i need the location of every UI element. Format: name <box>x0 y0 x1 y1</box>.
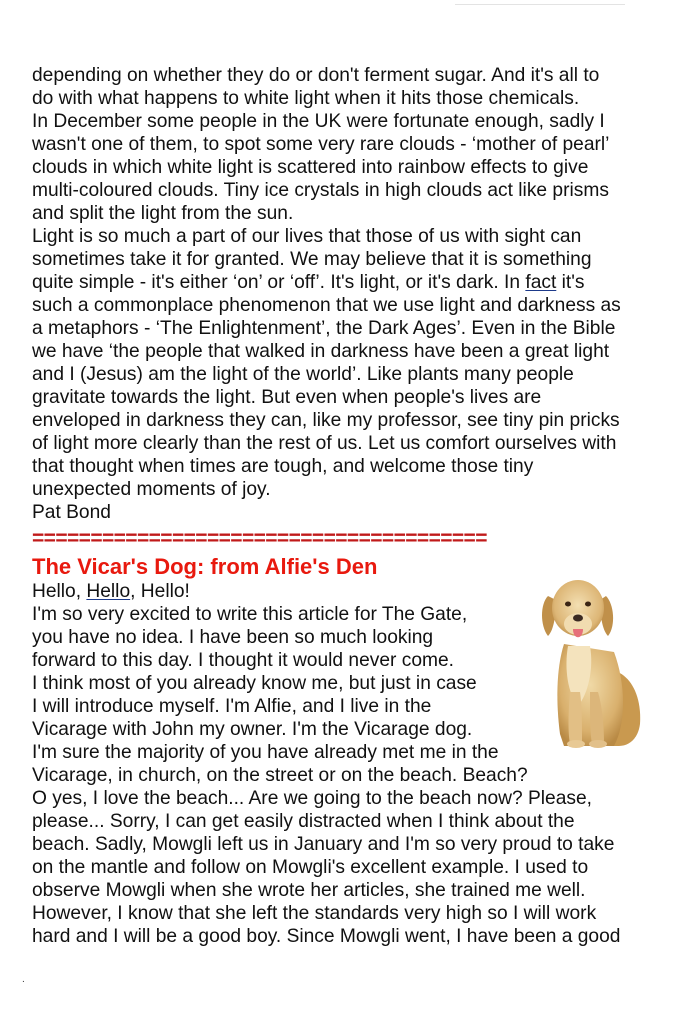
body-line: O yes, I love the beach... Are we going to the beach now? Please, <box>32 788 592 809</box>
body-line: Vicarage, in church, on the street or on the beach. Beach? <box>32 765 528 786</box>
body-line: multi-coloured clouds. Tiny ice crystals in high clouds act like prisms <box>32 180 609 201</box>
body-line: hard and I will be a good boy. Since Mowgli went, I have been a good <box>32 926 621 947</box>
body-line: unexpected moments of joy. <box>32 479 271 500</box>
body-line: I will introduce myself. I'm Alfie, and I live in the <box>32 696 432 717</box>
body-line: I think most of you already know me, but just in case <box>32 673 477 694</box>
body-line: a metaphors - ‘The Enlightenment’, the Dark Ages’. Even in the Bible <box>32 318 616 339</box>
body-line: forward to this day. I thought it would never come. <box>32 650 454 671</box>
body-line: I'm so very excited to write this article for The Gate, <box>32 604 468 625</box>
body-line: of light more clearly than the rest of us. Let us comfort ourselves with <box>32 433 617 454</box>
hello-link[interactable]: Hello <box>86 581 131 602</box>
body-line: and I (Jesus) am the light of the world’. Like plants many people <box>32 364 574 385</box>
golden-retriever-photo <box>534 574 644 749</box>
body-line: do with what happens to white light when it hits those chemicals. <box>32 88 580 109</box>
body-line: you have no idea. I have been so much looking <box>32 627 434 648</box>
section-divider: ======================================= <box>32 527 487 550</box>
body-line: gravitate towards the light. But even when people's lives are <box>32 387 542 408</box>
body-line: sometimes take it for granted. We may believe that it is something <box>32 249 592 270</box>
body-line: please... Sorry, I can get easily distracted when I think about the <box>32 811 575 832</box>
body-line: we have ‘the people that walked in darkness have been a great light <box>32 341 610 362</box>
author-signature: Pat Bond <box>32 502 111 523</box>
body-line: I'm sure the majority of you have already met me in the <box>32 742 499 763</box>
body-text: , Hello! <box>130 581 190 602</box>
body-line: that thought when times are tough, and welcome those tiny <box>32 456 534 477</box>
body-line: Vicarage with John my owner. I'm the Vicarage dog. <box>32 719 473 740</box>
body-line: such a commonplace phenomenon that we use light and darkness as <box>32 295 621 316</box>
body-line: depending on whether they do or don't ferment sugar. And it's all to <box>32 65 600 86</box>
body-text: it's <box>556 272 585 293</box>
footer-mark: . <box>22 974 25 985</box>
body-line: enveloped in darkness they can, like my professor, see tiny pin pricks <box>32 410 620 431</box>
top-rule <box>455 4 625 5</box>
body-line: beach. Sadly, Mowgli left us in January and I'm so very proud to take <box>32 834 615 855</box>
body-line: Light is so much a part of our lives that those of us with sight can <box>32 226 582 247</box>
body-text: quite simple - it's either ‘on’ or ‘off’. It's light, or it's dark. In <box>32 272 526 293</box>
body-line: In December some people in the UK were fortunate enough, sadly I <box>32 111 605 132</box>
newsletter-page <box>32 64 672 948</box>
fact-link[interactable]: fact <box>525 272 557 293</box>
body-line: on the mantle and follow on Mowgli's excellent example. I used to <box>32 857 589 878</box>
article-light <box>32 64 672 524</box>
body-line: and split the light from the sun. <box>32 203 294 224</box>
body-line: clouds in which white light is scattered into rainbow effects to give <box>32 157 589 178</box>
article-title: The Vicar's Dog: from Alfie's Den <box>32 554 378 579</box>
body-line: However, I know that she left the standards very high so I will work <box>32 903 597 924</box>
body-line: observe Mowgli when she wrote her articles, she trained me well. <box>32 880 586 901</box>
body-line-with-link <box>32 271 672 294</box>
body-text: Hello, <box>32 581 87 602</box>
body-line: wasn't one of them, to spot some very rare clouds - ‘mother of pearl’ <box>32 134 610 155</box>
